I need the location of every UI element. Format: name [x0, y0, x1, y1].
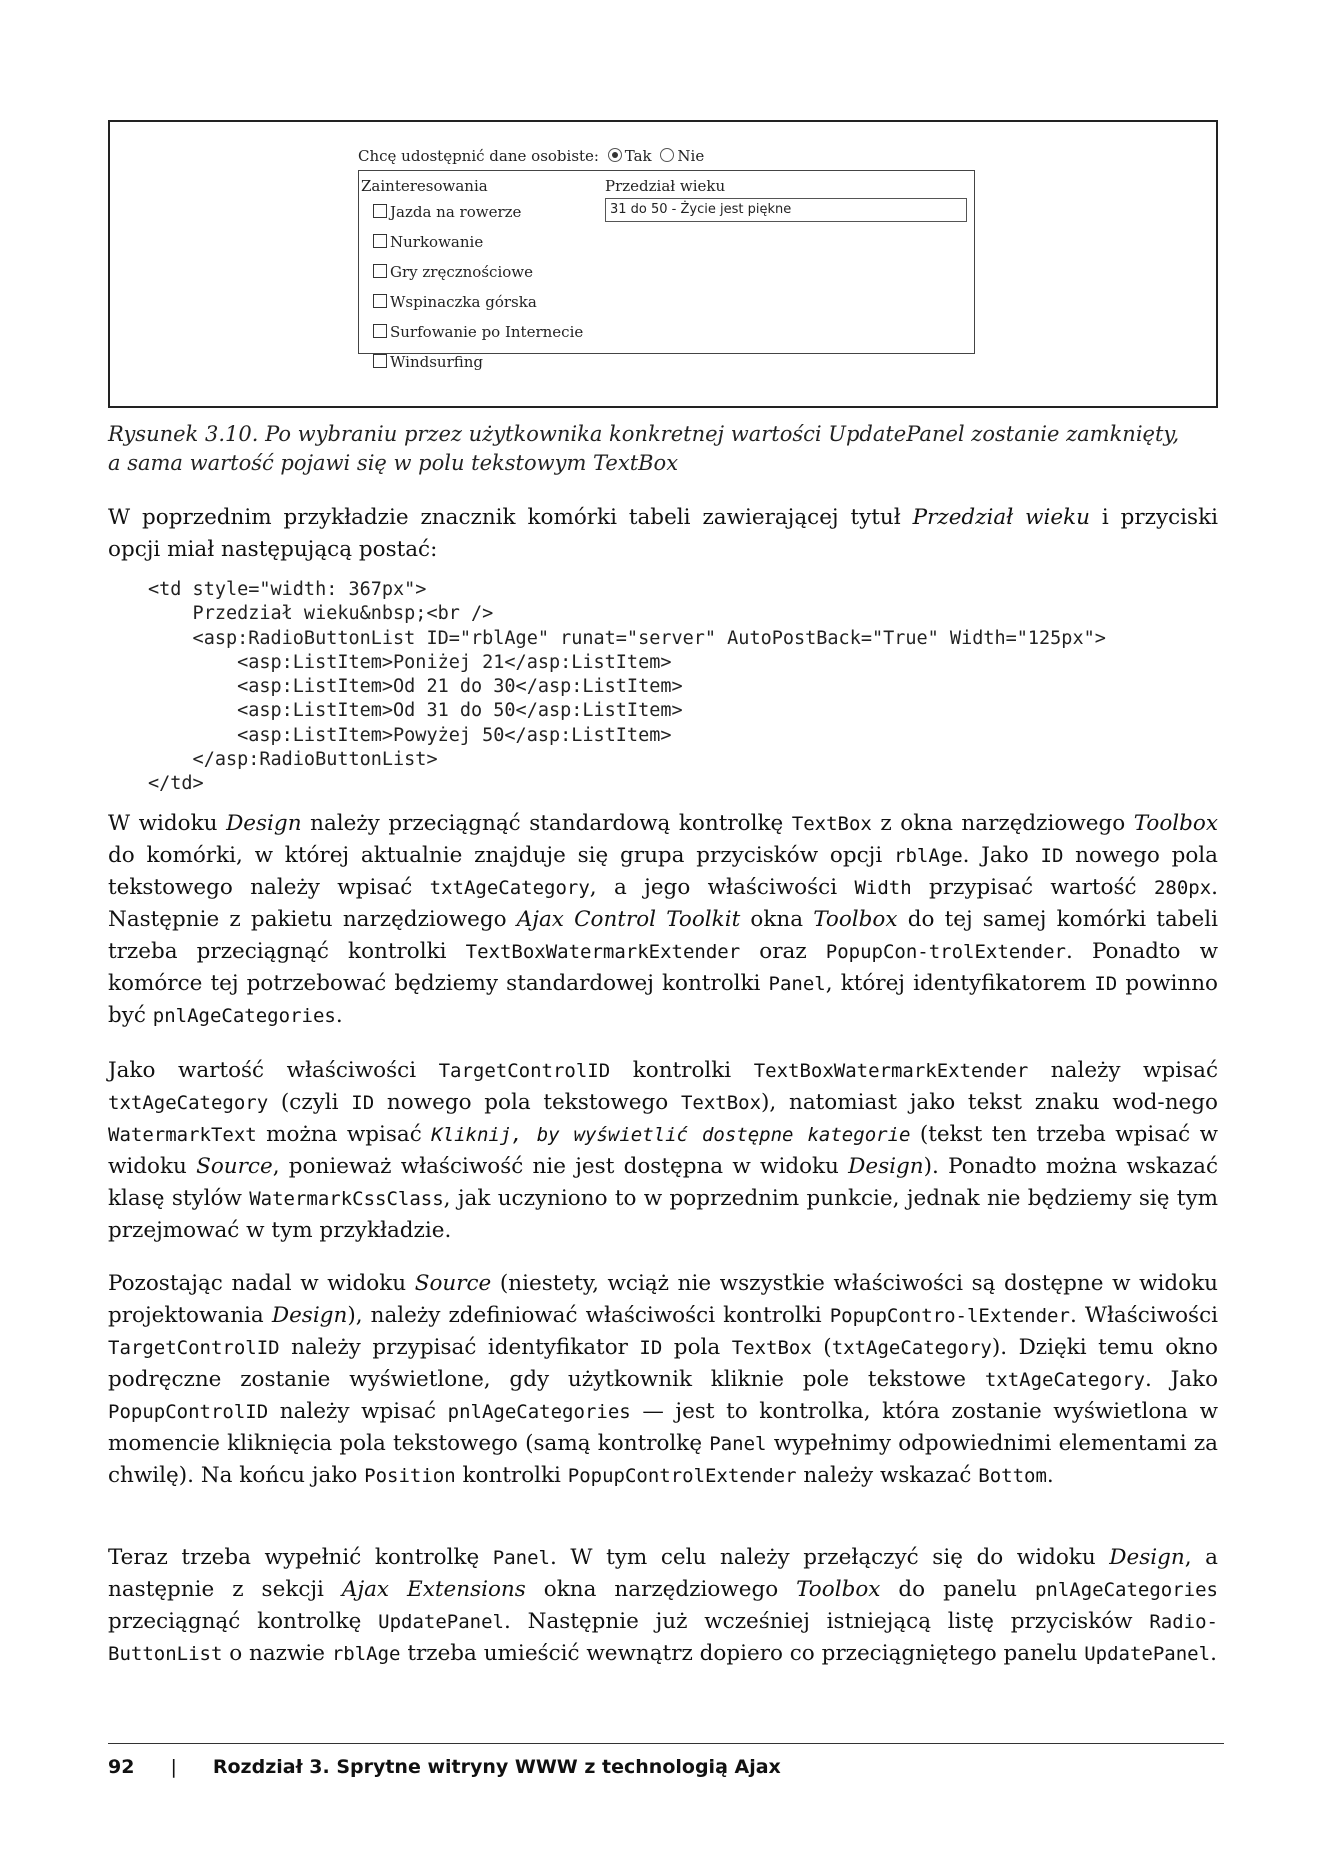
code-run: rblAge — [331, 1643, 401, 1665]
checkbox-icon[interactable] — [373, 354, 387, 368]
text-run: . Ponadto w komórce tej potrzebować będziemy standardowej kontrolki — [108, 939, 1219, 996]
code-run: WatermarkText — [108, 1124, 257, 1146]
text-run: Pozostając nadal w widoku — [108, 1271, 415, 1296]
text-run: okna — [740, 907, 814, 932]
code-run: txtAgeCategory — [108, 1092, 269, 1114]
code-run: Position — [364, 1465, 456, 1487]
text-run: powinno być — [108, 971, 1218, 1028]
share-label: Chcę udostępnić dane osobiste: — [358, 147, 599, 165]
checkbox-icon[interactable] — [373, 204, 387, 218]
text-run: można wpisać — [256, 1122, 432, 1147]
code-run: Panel — [709, 1433, 767, 1455]
radio-no-icon[interactable] — [660, 148, 674, 162]
radio-yes-label: Tak — [624, 147, 652, 165]
code-line: <asp:RadioButtonList ID="rblAge" runat="server" AutoPostBack="True" Width="125px"> — [148, 627, 1106, 649]
text-run: okna narzędziowego — [525, 1577, 797, 1602]
text-run: Source — [414, 1271, 492, 1296]
text-run: , której identyfikatorem — [825, 971, 1095, 996]
text-run: trzeba umieścić wewnątrz dopiero co przeciągniętego panelu — [400, 1641, 1085, 1666]
code-run: pnlAgeCategories — [1034, 1579, 1218, 1601]
text-run: pola — [662, 1335, 732, 1360]
text-run: , jak uczyniono to w poprzednim punkcie, jednak nie będziemy się tym przejmować w tym przykładzie. — [108, 1186, 1218, 1243]
code-run: Bottom — [978, 1465, 1047, 1487]
code-run: rblAge — [894, 845, 963, 867]
interest-label: Windsurfing — [390, 353, 484, 371]
footer-separator: | — [170, 1756, 177, 1778]
paragraph-5 — [108, 1542, 1218, 1670]
code-run: WatermarkCssClass — [249, 1188, 444, 1210]
text-run: Toolbox — [1133, 811, 1218, 836]
code-line: <asp:ListItem>Od 31 do 50</asp:ListItem> — [148, 700, 683, 722]
code-run: PopupCon-trolExtender — [825, 941, 1066, 963]
interest-label: Nurkowanie — [390, 233, 484, 251]
text-run: . Jako — [962, 843, 1041, 868]
checkbox-icon[interactable] — [373, 264, 387, 278]
text-run: . — [1210, 1641, 1217, 1666]
text-run: ). Dzięki temu okno podręczne zostanie wyświetlone, gdy użytkownik kliknie pole tekstowe — [108, 1335, 1218, 1392]
code-run: pnlAgeCategories — [152, 1005, 336, 1027]
text-run: należy wpisać — [268, 1399, 448, 1424]
text-run: Design — [1109, 1545, 1185, 1570]
age-header: Przedział wieku — [605, 177, 726, 195]
caption-line-1: Rysunek 3.10. Po wybraniu przez użytkownika konkretnej wartości UpdatePanel zostanie zamknięty, — [108, 422, 1180, 446]
interest-item[interactable] — [361, 347, 583, 377]
code-run: TextBoxWatermarkExtender — [465, 941, 741, 963]
text-run: wypełnimy odpowiednimi elementami za chwilę). Na końcu jako — [108, 1431, 1218, 1488]
code-run: txtAgeCategory — [429, 877, 590, 899]
text-run: W widoku — [108, 811, 227, 836]
text-run: Design — [226, 811, 302, 836]
checkbox-icon[interactable] — [373, 234, 387, 248]
text-run: o nazwie — [222, 1641, 332, 1666]
figure-frame — [108, 120, 1218, 408]
text-run: ( — [811, 1335, 832, 1360]
text-run: nowego pola tekstowego — [374, 1090, 681, 1115]
age-textbox[interactable]: 31 do 50 - Życie jest piękne — [605, 198, 967, 222]
interest-label: Surfowanie po Internecie — [390, 323, 584, 341]
interest-label: Gry zręcznościowe — [390, 263, 533, 281]
text-run: , a jego właściwości — [589, 875, 855, 900]
figure-caption — [108, 420, 1218, 478]
text-run: — jest to kontrolka, która zostanie wyświetlona w momencie kliknięcia pola tekstowego (samą kontrolkę — [108, 1399, 1218, 1456]
text-run: . Jako — [1144, 1367, 1219, 1392]
code-run: Width — [854, 877, 912, 899]
code-run: Radio-ButtonList — [108, 1611, 1218, 1665]
code-line: Przedział wieku&nbsp;<br /> — [148, 603, 494, 625]
checkbox-icon[interactable] — [373, 294, 387, 308]
text-run: , ponieważ właściwość nie jest dostępna w widoku — [272, 1154, 849, 1179]
code-run: Panel — [768, 973, 826, 995]
text-run: Ajax Control Toolkit — [516, 907, 741, 932]
interest-item[interactable] — [361, 197, 583, 227]
code-run: ID — [1094, 973, 1118, 995]
chapter-title: Rozdział 3. Sprytne witryny WWW z technologią Ajax — [212, 1756, 781, 1778]
text-run: z okna narzędziowego — [871, 811, 1134, 836]
age-group — [605, 175, 967, 222]
interests-header: Zainteresowania — [361, 177, 488, 195]
code-line: </td> — [148, 773, 204, 795]
text-run: W poprzednim przykładzie znacznik komórki tabeli zawierającej tytuł — [108, 505, 913, 530]
text-run: kontrolki — [610, 1058, 754, 1083]
interest-label: Wspinaczka górska — [390, 293, 537, 311]
code-run: txtAgeCategory — [831, 1337, 992, 1359]
code-line: <asp:ListItem>Poniżej 21</asp:ListItem> — [148, 651, 672, 673]
code-run: ID — [639, 1337, 663, 1359]
text-run: kontrolki — [455, 1463, 568, 1488]
interest-item[interactable] — [361, 227, 583, 257]
text-run: Przedział wieku — [912, 505, 1090, 530]
code-run: ID — [351, 1092, 375, 1114]
code-run: txtAgeCategory — [984, 1369, 1145, 1391]
text-run: nowego pola tekstowego należy wpisać — [108, 843, 1219, 900]
checkbox-icon[interactable] — [373, 324, 387, 338]
text-run: Toolbox — [796, 1577, 881, 1602]
text-run: i przyciski opcji miał następującą postać: — [108, 505, 1218, 562]
code-run: TextBox — [731, 1337, 812, 1359]
text-run: Source — [196, 1154, 273, 1179]
interest-item[interactable] — [361, 317, 583, 347]
text-run: przypisać wartość — [911, 875, 1154, 900]
code-run: TextBox — [791, 813, 872, 835]
code-run: pnlAgeCategories — [447, 1401, 631, 1423]
code-listing — [148, 578, 1106, 797]
text-run: , a następnie z sekcji — [108, 1545, 1218, 1602]
code-line: <asp:ListItem>Od 21 do 30</asp:ListItem> — [148, 676, 683, 698]
code-run: UpdatePanel — [378, 1611, 505, 1633]
page-number: 92 — [108, 1756, 135, 1778]
text-run: należy wskazać — [796, 1463, 979, 1488]
code-run: Kliknij, by wyświetlić dostępne kategorie — [431, 1124, 911, 1146]
text-run: ), natomiast jako tekst znaku wod-nego — [761, 1090, 1218, 1115]
paragraph-1 — [108, 502, 1218, 566]
text-run: oraz — [740, 939, 826, 964]
code-line: <td style="width: 367px"> — [148, 579, 427, 600]
text-run: do panelu — [880, 1577, 1035, 1602]
code-run: TextBoxWatermarkExtender — [753, 1060, 1029, 1082]
text-run: (czyli — [268, 1090, 352, 1115]
text-run: . Właściwości — [1069, 1303, 1218, 1328]
text-run: (niestety, wciąż nie wszystkie właściwości są dostępne w widoku projektowania — [108, 1271, 1219, 1328]
code-run: ID — [1040, 845, 1064, 867]
text-run: ), należy zdefiniować właściwości kontrolki — [347, 1303, 830, 1328]
code-run: PopupControlID — [108, 1401, 269, 1423]
text-run: Ajax Extensions — [341, 1577, 526, 1602]
text-run: Teraz trzeba wypełnić kontrolkę — [108, 1545, 493, 1570]
text-run: Jako wartość właściwości — [108, 1058, 439, 1083]
code-run: TargetControlID — [438, 1060, 611, 1082]
text-run: do komórki, w której aktualnie znajduje się grupa przycisków opcji — [108, 843, 895, 868]
text-run: do tej samej komórki tabeli trzeba przeciągnąć kontrolki — [108, 907, 1218, 964]
text-run: Design — [271, 1303, 348, 1328]
text-run: . W tym celu należy przełączyć się do widoku — [550, 1545, 1110, 1570]
preferences-panel — [358, 170, 975, 371]
caption-line-2: a sama wartość pojawi się w polu tekstowym TextBox — [108, 451, 679, 475]
share-row — [358, 144, 978, 168]
text-run: należy przeciągnąć standardową kontrolkę — [301, 811, 792, 836]
paragraph-2 — [108, 808, 1218, 1032]
paragraph-3 — [108, 1055, 1218, 1247]
paragraph-4 — [108, 1268, 1218, 1492]
code-run: 280px — [1153, 877, 1212, 899]
code-run: TextBox — [680, 1092, 762, 1114]
code-line: </asp:RadioButtonList> — [148, 749, 438, 771]
radio-yes-icon[interactable] — [608, 148, 622, 162]
text-run: przeciągnąć kontrolkę — [108, 1609, 379, 1634]
text-run: należy wpisać — [1028, 1058, 1218, 1083]
code-run: UpdatePanel — [1084, 1643, 1211, 1665]
text-run: (tekst ten trzeba wpisać w widoku — [108, 1122, 1219, 1179]
figure-form — [358, 144, 978, 371]
interest-label: Jazda na rowerze — [390, 203, 522, 221]
text-run: należy przypisać identyfikator — [279, 1335, 640, 1360]
text-run: . — [1046, 1463, 1054, 1488]
code-run: PopupControlExtender — [567, 1465, 797, 1487]
code-run: TargetControlID — [108, 1337, 280, 1359]
interests-group — [361, 175, 583, 377]
text-run: Toolbox — [813, 907, 898, 932]
text-run: Design — [848, 1154, 924, 1179]
interest-item[interactable] — [361, 257, 583, 287]
radio-no-label: Nie — [677, 147, 705, 165]
code-run: PopupContro-lExtender — [829, 1305, 1070, 1327]
page-footer — [108, 1756, 781, 1778]
text-run: . Następnie już wcześniej istniejącą listę przycisków — [504, 1609, 1150, 1634]
footer-rule — [108, 1743, 1224, 1744]
code-line: <asp:ListItem>Powyżej 50</asp:ListItem> — [148, 724, 672, 746]
text-run: ). Ponadto można wskazać klasę stylów — [108, 1154, 1218, 1211]
text-run: . Następnie z pakietu narzędziowego — [108, 875, 1218, 932]
text-run: . — [335, 1003, 343, 1028]
code-run: Panel — [492, 1547, 550, 1569]
interest-item[interactable] — [361, 287, 583, 317]
